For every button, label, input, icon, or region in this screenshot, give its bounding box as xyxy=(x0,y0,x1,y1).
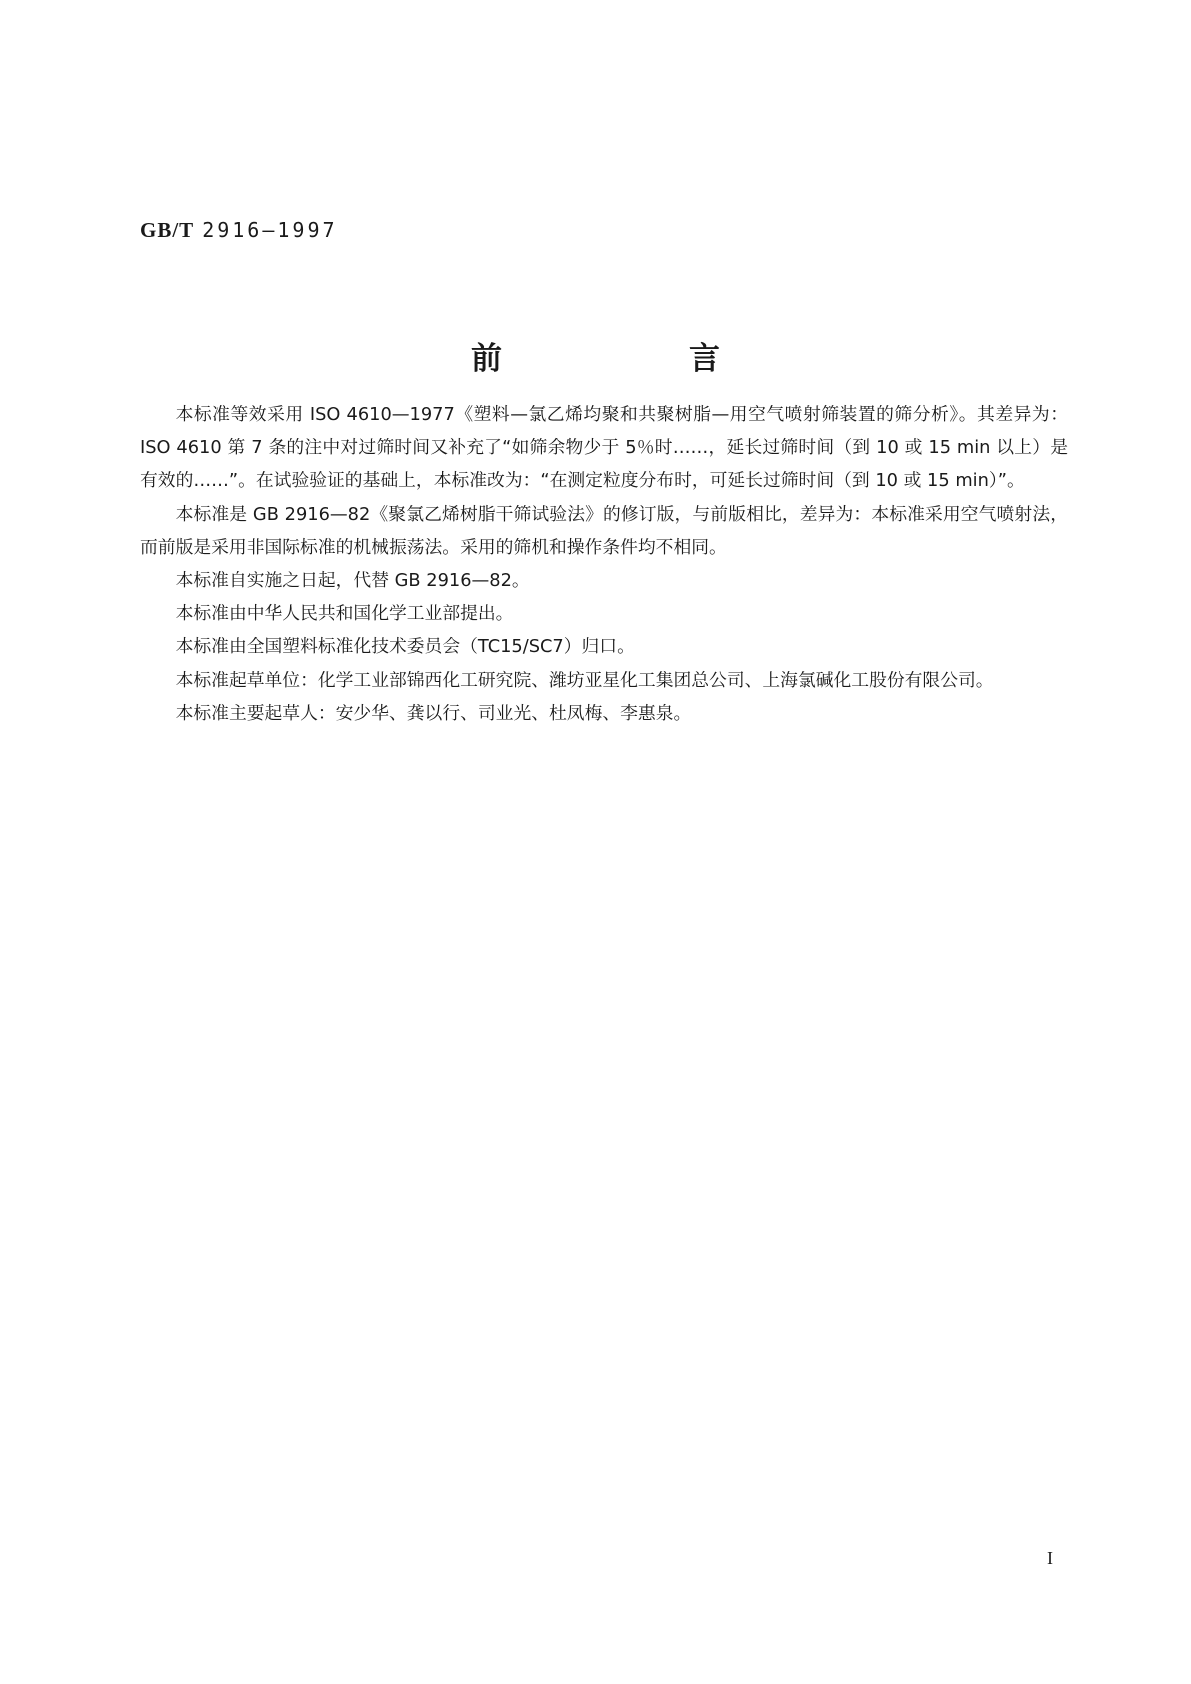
paragraph-revision: 本标准是 GB 2916—82《聚氯乙烯树脂干筛试验法》的修订版，与前版相比，差异为：本标准采用空气喷射法，而前版是采用非国际标准的机械振荡法。采用的筛机和操作条件均不相同。 xyxy=(140,503,1068,558)
paragraph-replacement: 本标准自实施之日起，代替 GB 2916—82。 xyxy=(175,570,530,592)
standard-code xyxy=(140,218,338,243)
page-number: I xyxy=(1047,1548,1053,1568)
foreword-body xyxy=(140,398,1068,730)
paragraph-proposer: 本标准由中华人民共和国化学工业部提出。 xyxy=(175,603,514,625)
page-title: 前 言 xyxy=(471,341,798,377)
paragraph-drafters: 本标准主要起草人：安少华、龚以行、司业光、杜凤梅、李惠泉。 xyxy=(175,702,692,724)
paragraph-equivalence: 本标准等效采用 ISO 4610—1977《塑料—氯乙烯均聚和共聚树脂—用空气喷射筛装置的筛分析》。其差异为：ISO 4610 第 7 条的注中对过筛时间又补充了“如筛余物少于 5％时……，延长过筛时间（到 10 或 15 min 以上）是有效的……”。在试验验证的基础上，本标准改为：“在测定粒度分布时，可延长过筛时间（到 10 或 15 min）”。 xyxy=(140,404,1068,492)
standard-number: 2916—1997 xyxy=(202,218,338,242)
paragraph-drafting-units: 本标准起草单位：化学工业部锦西化工研究院、潍坊亚星化工集团总公司、上海氯碱化工股份有限公司。 xyxy=(175,669,994,691)
paragraph-committee: 本标准由全国塑料标准化技术委员会（TC15/SC7）归口。 xyxy=(175,636,635,658)
standard-prefix: GB/T xyxy=(140,218,195,242)
